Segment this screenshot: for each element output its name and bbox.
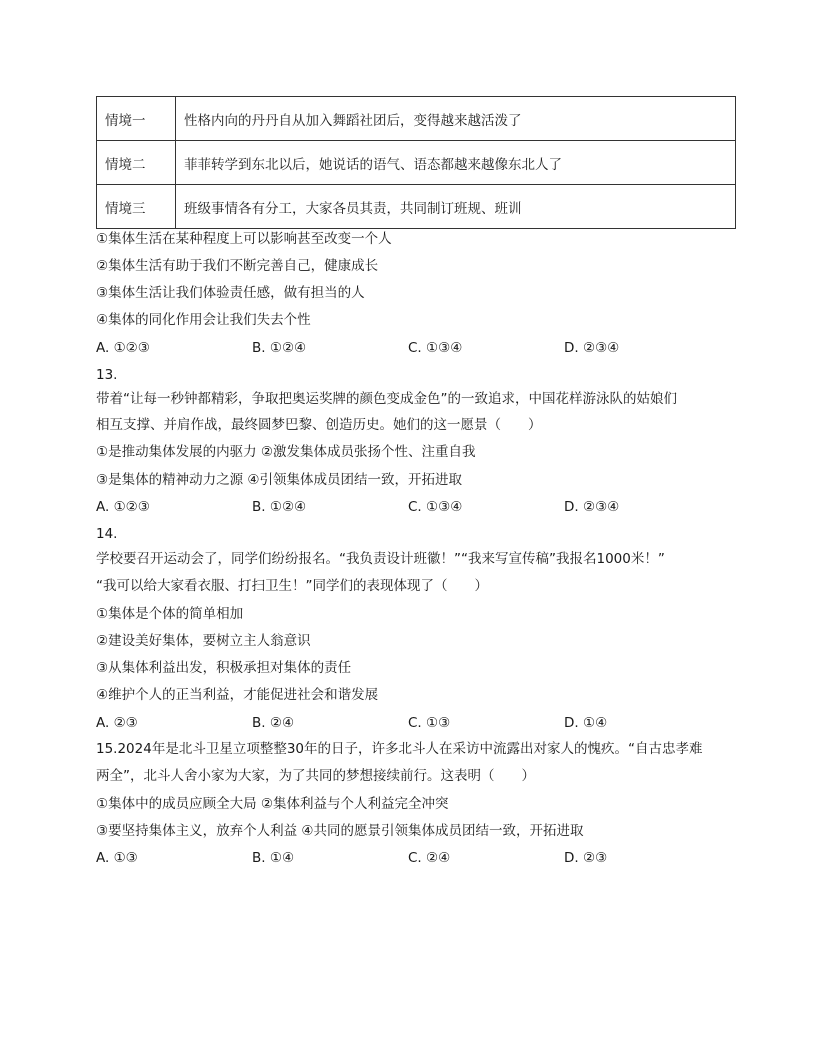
q14-statement: ④维护个人的正当利益，才能促进社会和谐发展 [96, 687, 379, 703]
option-d[interactable]: D. ②③④ [564, 340, 620, 356]
scenario-text: 班级事情各有分工，大家各员其责，共同制订班规、班训 [176, 185, 736, 229]
option-d[interactable]: D. ②③ [564, 850, 608, 866]
q14-stem: “我可以给大家看衣服、打扫卫生！”同学们的表现体现了（ ） [96, 578, 488, 594]
table-row [97, 141, 736, 185]
q15-statement: ①集体中的成员应顾全大局 ②集体利益与个人利益完全冲突 [96, 796, 449, 812]
option-b[interactable]: B. ①②④ [252, 340, 307, 356]
table-row [97, 97, 736, 141]
q15-options [96, 849, 736, 867]
q14-stem: 学校要召开运动会了，同学们纷纷报名。“我负责设计班徽！”“我来写宣传稿”我报名1000米！” [96, 551, 665, 567]
option-a[interactable]: A. ①③ [96, 850, 138, 866]
q13-options [96, 498, 736, 516]
q13-statement: ①是推动集体发展的内驱力 ②激发集体成员张扬个性、注重自我 [96, 444, 476, 460]
option-a[interactable]: A. ②③ [96, 715, 138, 731]
q13-number: 13. [96, 367, 118, 383]
option-b[interactable]: B. ②④ [252, 715, 295, 731]
q15-statement: ③要坚持集体主义，放弃个人利益 ④共同的愿景引领集体成员团结一致，开拓进取 [96, 823, 584, 839]
option-c[interactable]: C. ①③④ [408, 499, 463, 515]
option-a[interactable]: A. ①②③ [96, 340, 150, 356]
scenario-text: 菲菲转学到东北以后，她说话的语气、语态都越来越像东北人了 [176, 141, 736, 185]
option-a[interactable]: A. ①②③ [96, 499, 150, 515]
q15-stem: 两全”，北斗人舍小家为大家，为了共同的梦想接续前行。这表明（ ） [96, 768, 535, 784]
q13-statement: ③是集体的精神动力之源 ④引领集体成员团结一致，开拓进取 [96, 472, 462, 488]
q13-stem: 相互支撑、并肩作战，最终圆梦巴黎、创造历史。她们的这一愿景（ ） [96, 417, 542, 433]
option-b[interactable]: B. ①④ [252, 850, 295, 866]
option-c[interactable]: C. ①③ [408, 715, 451, 731]
scenario-label: 情境一 [97, 97, 176, 141]
scenario-label: 情境二 [97, 141, 176, 185]
option-c[interactable]: C. ①③④ [408, 340, 463, 356]
option-b[interactable]: B. ①②④ [252, 499, 307, 515]
q12-statement: ①集体生活在某种程度上可以影响甚至改变一个人 [96, 231, 392, 247]
option-d[interactable]: D. ②③④ [564, 499, 620, 515]
q14-statement: ①集体是个体的简单相加 [96, 606, 244, 622]
option-c[interactable]: C. ②④ [408, 850, 451, 866]
scenario-text: 性格内向的丹丹自从加入舞蹈社团后，变得越来越活泼了 [176, 97, 736, 141]
q14-options [96, 714, 736, 732]
q12-statement: ④集体的同化作用会让我们失去个性 [96, 312, 311, 328]
q12-statement: ③集体生活让我们体验责任感，做有担当的人 [96, 285, 365, 301]
q14-statement: ③从集体利益出发，积极承担对集体的责任 [96, 660, 352, 676]
q12-options [96, 339, 736, 357]
q15-stem: 15.2024年是北斗卫星立项整整30年的日子，许多北斗人在采访中流露出对家人的愧疚。“自古忠孝难 [96, 741, 703, 757]
scenario-table [96, 96, 736, 229]
q14-statement: ②建设美好集体，要树立主人翁意识 [96, 633, 311, 649]
option-d[interactable]: D. ①④ [564, 715, 608, 731]
scenario-label: 情境三 [97, 185, 176, 229]
q12-statement: ②集体生活有助于我们不断完善自己，健康成长 [96, 258, 379, 274]
table-row [97, 185, 736, 229]
q14-number: 14. [96, 526, 118, 542]
q13-stem: 带着“让每一秒钟都精彩，争取把奥运奖牌的颜色变成金色”的一致追求，中国花样游泳队的姑娘们 [96, 391, 677, 407]
